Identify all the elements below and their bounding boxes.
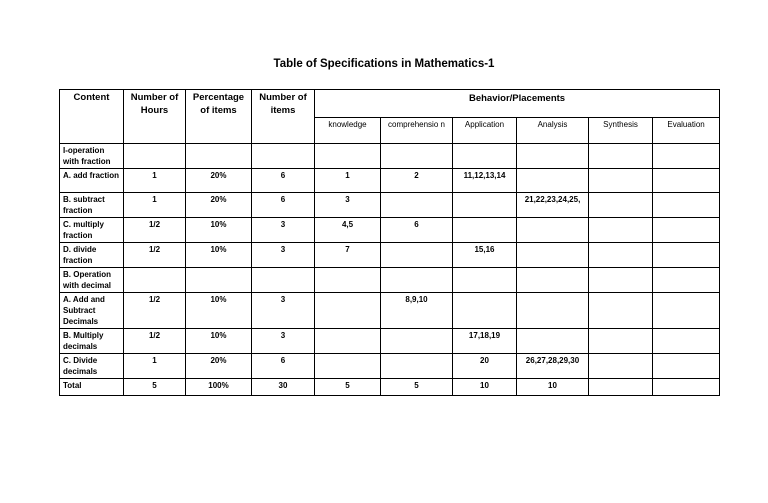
content-cell: D. divide fraction xyxy=(60,243,124,268)
table-row xyxy=(60,218,720,243)
value-cell: 3 xyxy=(252,243,315,268)
content-cell: B. Operation with decimal xyxy=(60,268,124,293)
value-cell: 21,22,23,24,25, xyxy=(517,193,589,218)
header-items: Number of items xyxy=(252,90,315,144)
content-cell: C. Divide decimals xyxy=(60,354,124,379)
value-cell: 5 xyxy=(381,379,453,396)
value-cell xyxy=(589,329,653,354)
value-cell: 10% xyxy=(186,329,252,354)
value-cell: 26,27,28,29,30 xyxy=(517,354,589,379)
value-cell: 2 xyxy=(381,169,453,193)
value-cell xyxy=(517,218,589,243)
value-cell: 8,9,10 xyxy=(381,293,453,329)
value-cell xyxy=(453,144,517,169)
value-cell: 3 xyxy=(252,218,315,243)
value-cell xyxy=(186,268,252,293)
value-cell xyxy=(589,268,653,293)
value-cell xyxy=(653,329,720,354)
value-cell xyxy=(517,243,589,268)
value-cell xyxy=(653,379,720,396)
value-cell: 3 xyxy=(252,329,315,354)
level-analysis: Analysis xyxy=(517,118,589,144)
value-cell xyxy=(653,268,720,293)
value-cell: 5 xyxy=(124,379,186,396)
value-cell: 20% xyxy=(186,169,252,193)
level-knowledge: knowledge xyxy=(315,118,381,144)
value-cell xyxy=(653,169,720,193)
table-row xyxy=(60,144,720,169)
value-cell: 20% xyxy=(186,193,252,218)
value-cell xyxy=(517,329,589,354)
value-cell xyxy=(517,268,589,293)
value-cell: 7 xyxy=(315,243,381,268)
value-cell xyxy=(517,169,589,193)
value-cell xyxy=(315,293,381,329)
value-cell xyxy=(517,293,589,329)
value-cell: 4,5 xyxy=(315,218,381,243)
content-cell: I-operation with fraction xyxy=(60,144,124,169)
value-cell xyxy=(252,268,315,293)
value-cell xyxy=(589,354,653,379)
content-cell: C. multiply fraction xyxy=(60,218,124,243)
header-content: Content xyxy=(60,90,124,144)
value-cell: 11,12,13,14 xyxy=(453,169,517,193)
value-cell xyxy=(315,144,381,169)
value-cell xyxy=(653,193,720,218)
table-row xyxy=(60,354,720,379)
value-cell: 10% xyxy=(186,243,252,268)
value-cell xyxy=(381,354,453,379)
table-row xyxy=(60,329,720,354)
value-cell: 3 xyxy=(315,193,381,218)
table-row xyxy=(60,243,720,268)
level-application: Application xyxy=(453,118,517,144)
content-cell: A. Add and Subtract Decimals xyxy=(60,293,124,329)
table-row xyxy=(60,169,720,193)
value-cell xyxy=(653,354,720,379)
level-synthesis: Synthesis xyxy=(589,118,653,144)
value-cell: 1/2 xyxy=(124,218,186,243)
value-cell xyxy=(315,354,381,379)
header-row xyxy=(60,90,720,118)
header-behavior: Behavior/Placements xyxy=(315,90,720,118)
value-cell: 10 xyxy=(517,379,589,396)
value-cell xyxy=(453,268,517,293)
value-cell xyxy=(252,144,315,169)
value-cell xyxy=(589,169,653,193)
content-cell: Total xyxy=(60,379,124,396)
specifications-table xyxy=(59,89,720,396)
value-cell: 1/2 xyxy=(124,293,186,329)
value-cell: 6 xyxy=(252,354,315,379)
value-cell xyxy=(589,293,653,329)
table-row xyxy=(60,293,720,329)
value-cell xyxy=(517,144,589,169)
value-cell: 6 xyxy=(252,193,315,218)
value-cell: 5 xyxy=(315,379,381,396)
value-cell xyxy=(589,218,653,243)
value-cell: 1/2 xyxy=(124,243,186,268)
header-hours: Number of Hours xyxy=(124,90,186,144)
value-cell xyxy=(381,193,453,218)
value-cell xyxy=(589,144,653,169)
value-cell xyxy=(453,293,517,329)
level-evaluation: Evaluation xyxy=(653,118,720,144)
value-cell xyxy=(453,193,517,218)
content-cell: B. subtract fraction xyxy=(60,193,124,218)
table-row xyxy=(60,193,720,218)
value-cell xyxy=(653,293,720,329)
content-cell: A. add fraction xyxy=(60,169,124,193)
page-title: Table of Specifications in Mathematics-1 xyxy=(273,58,495,70)
value-cell xyxy=(381,243,453,268)
value-cell xyxy=(186,144,252,169)
value-cell xyxy=(381,329,453,354)
value-cell: 10 xyxy=(453,379,517,396)
value-cell: 10% xyxy=(186,218,252,243)
value-cell xyxy=(589,243,653,268)
value-cell: 30 xyxy=(252,379,315,396)
value-cell xyxy=(315,329,381,354)
total-row xyxy=(60,379,720,396)
value-cell: 1 xyxy=(315,169,381,193)
value-cell: 10% xyxy=(186,293,252,329)
content-cell: B. Multiply decimals xyxy=(60,329,124,354)
value-cell xyxy=(653,218,720,243)
value-cell: 1 xyxy=(124,169,186,193)
value-cell xyxy=(124,144,186,169)
level-comprehension: comprehensio n xyxy=(381,118,453,144)
value-cell: 17,18,19 xyxy=(453,329,517,354)
header-percentage: Percentage of items xyxy=(186,90,252,144)
value-cell: 6 xyxy=(252,169,315,193)
value-cell: 20% xyxy=(186,354,252,379)
value-cell xyxy=(381,268,453,293)
value-cell: 15,16 xyxy=(453,243,517,268)
value-cell xyxy=(589,379,653,396)
value-cell: 100% xyxy=(186,379,252,396)
value-cell: 1 xyxy=(124,354,186,379)
value-cell xyxy=(381,144,453,169)
value-cell: 3 xyxy=(252,293,315,329)
value-cell: 1/2 xyxy=(124,329,186,354)
value-cell xyxy=(124,268,186,293)
value-cell xyxy=(315,268,381,293)
value-cell: 20 xyxy=(453,354,517,379)
value-cell: 1 xyxy=(124,193,186,218)
value-cell xyxy=(453,218,517,243)
value-cell xyxy=(653,144,720,169)
value-cell xyxy=(589,193,653,218)
value-cell: 6 xyxy=(381,218,453,243)
value-cell xyxy=(653,243,720,268)
table-row xyxy=(60,268,720,293)
